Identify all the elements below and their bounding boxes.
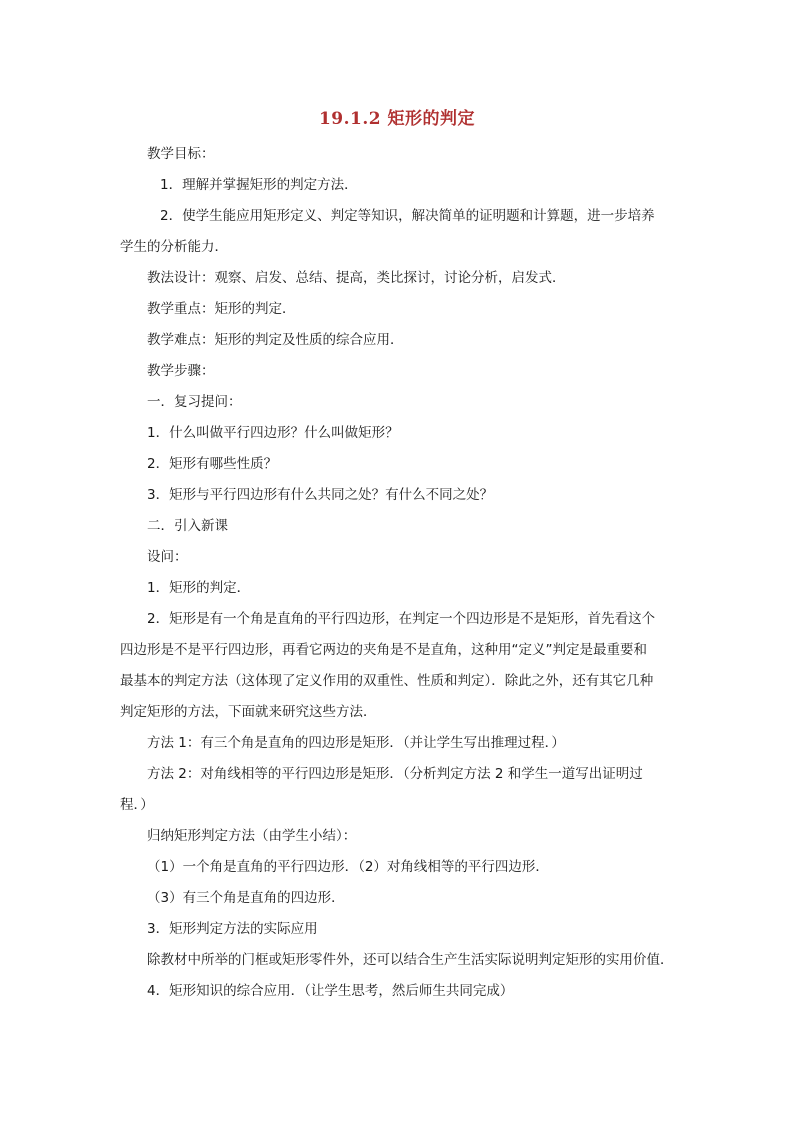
paragraph-line: 判定矩形的方法，下面就来研究这些方法． [120,704,377,720]
review-question-2: 2．矩形有哪些性质？ [147,456,278,472]
document-body [120,139,680,1007]
new-lesson-item-3: 3．矩形判定方法的实际应用 [147,921,318,937]
objective-2: 2．使学生能应用矩形定义、判定等知识，解决简单的证明题和计算题，进一步培养 [160,208,655,224]
method-2: 方法 2：对角线相等的平行四边形是矩形．（分析判定方法 2 和学生一道写出证明过 [147,766,643,782]
application-paragraph: 除教材中所举的门框或矩形零件外，还可以结合生产生活实际说明判定矩形的实用价值． [147,952,674,968]
summary-item-1-2: （1）一个角是直角的平行四边形．（2）对角线相等的平行四边形． [147,859,549,875]
question-label: 设问： [147,549,188,565]
paragraph-line: 最基本的判定方法（这体现了定义作用的双重性、性质和判定）．除此之外，还有其它几种 [120,673,654,689]
method-1: 方法 1：有三个角是直角的四边形是矩形．（并让学生写出推理过程．） [147,735,565,751]
teaching-difficulty: 教学难点：矩形的判定及性质的综合应用． [147,332,404,348]
summary-item-3: （3）有三个角是直角的四边形． [147,890,345,906]
step-new-lesson-heading: 二．引入新课 [147,518,228,534]
objective-2-continued: 学生的分析能力． [120,239,228,255]
new-lesson-item-4: 4．矩形知识的综合应用．（让学生思考，然后师生共同完成） [147,983,514,999]
section-heading-steps: 教学步骤： [147,363,215,379]
teaching-method: 教法设计：观察、启发、总结、提高，类比探讨，讨论分析，启发式． [147,270,566,286]
review-question-3: 3．矩形与平行四边形有什么共同之处？有什么不同之处？ [147,487,494,503]
new-lesson-item-2: 2．矩形是有一个角是直角的平行四边形，在判定一个四边形是不是矩形，首先看这个 [147,611,656,627]
paragraph-line: 四边形是不是平行四边形，再看它两边的夹角是不是直角，这种用“定义”判定是最重要和 [120,642,647,658]
method-2-continued: 程．） [120,797,154,813]
summary-heading: 归纳矩形判定方法（由学生小结）： [147,828,357,844]
new-lesson-item-1: 1．矩形的判定． [147,580,251,596]
step-review-heading: 一．复习提问： [147,394,242,410]
teaching-focus: 教学重点：矩形的判定． [147,301,296,317]
page-title: 19.1.2 矩形的判定 [318,109,476,129]
objective-1: 1．理解并掌握矩形的判定方法． [160,177,358,193]
review-question-1: 1．什么叫做平行四边形？什么叫做矩形？ [147,425,399,441]
section-heading-objectives: 教学目标： [147,146,215,162]
